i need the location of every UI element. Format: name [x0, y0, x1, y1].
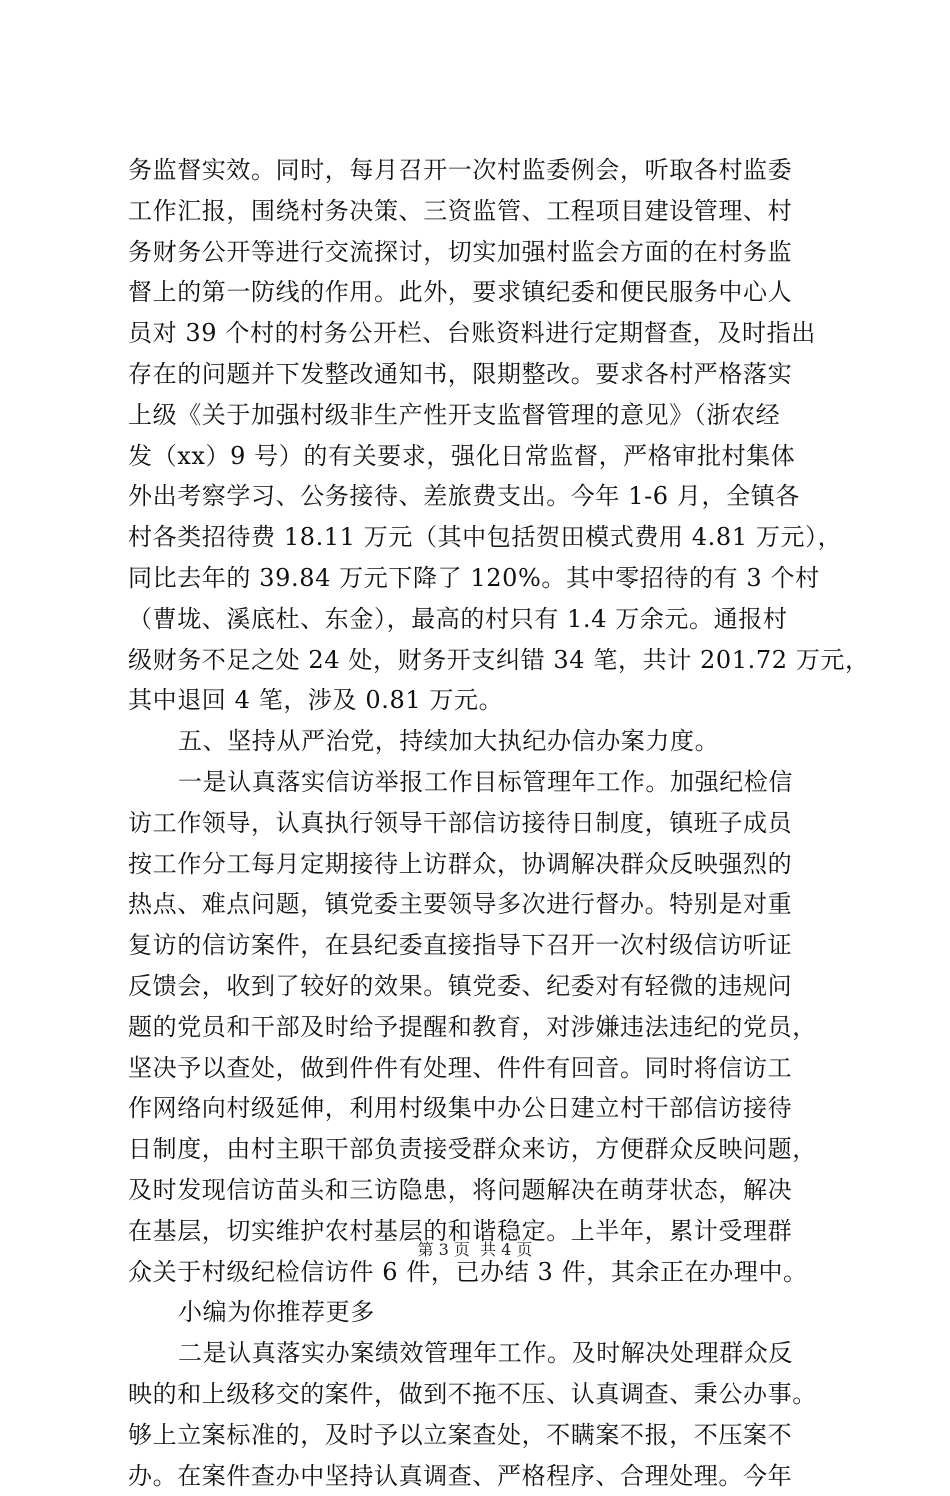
text-line: 热点、难点问题，镇党委主要领导多次进行督办。特别是对重	[128, 884, 834, 925]
text-line: 够上立案标准的，及时予以立案查处，不瞒案不报，不压案不	[128, 1415, 834, 1456]
text-line: （曹垅、溪底杜、东金），最高的村只有 1.4 万余元。通报村	[128, 599, 834, 640]
page-number: 第 3 页 共 4 页	[418, 1240, 533, 1259]
text-line: 反馈会，收到了较好的效果。镇党委、纪委对有轻微的违规问	[128, 966, 834, 1007]
text-line: 及时发现信访苗头和三访隐患，将问题解决在萌芽状态，解决	[128, 1170, 834, 1211]
text-line: 映的和上级移交的案件，做到不拖不压、认真调查、秉公办事。	[128, 1374, 834, 1415]
section-heading: 五、坚持从严治党，持续加大执纪办信办案力度。	[128, 721, 834, 762]
text-line: 督上的第一防线的作用。此外，要求镇纪委和便民服务中心人	[128, 272, 834, 313]
text-line: 外出考察学习、公务接待、差旅费支出。今年 1-6 月，全镇各	[128, 476, 834, 517]
text-line: 访工作领导，认真执行领导干部信访接待日制度，镇班子成员	[128, 803, 834, 844]
recommend-more-link[interactable]: 小编为你推荐更多	[128, 1292, 834, 1333]
text-line: 务财务公开等进行交流探讨，切实加强村监会方面的在村务监	[128, 232, 834, 273]
text-line: 日制度，由村主职干部负责接受群众来访，方便群众反映问题，	[128, 1129, 834, 1170]
text-line: 级财务不足之处 24 处，财务开支纠错 34 笔，共计 201.72 万元，	[128, 640, 834, 681]
text-line: 复访的信访案件，在县纪委直接指导下召开一次村级信访听证	[128, 925, 834, 966]
text-line: 同比去年的 39.84 万元下降了 120%。其中零招待的有 3 个村	[128, 558, 834, 599]
text-line: 办。在案件查办中坚持认真调查、严格程序、合理处理。今年	[128, 1456, 834, 1496]
text-line: 题的党员和干部及时给予提醒和教育，对涉嫌违法违纪的党员，	[128, 1007, 834, 1048]
paragraph-start-line: 一是认真落实信访举报工作目标管理年工作。加强纪检信	[128, 762, 834, 803]
page-footer	[0, 1240, 950, 1260]
text-line: 坚决予以查处，做到件件有处理、件件有回音。同时将信访工	[128, 1048, 834, 1089]
text-line: 按工作分工每月定期接待上访群众，协调解决群众反映强烈的	[128, 844, 834, 885]
text-line: 工作汇报，围绕村务决策、三资监管、工程项目建设管理、村	[128, 191, 834, 232]
text-line: 务监督实效。同时，每月召开一次村监委例会，听取各村监委	[128, 150, 834, 191]
text-line: 发（xx）9 号）的有关要求，强化日常监督，严格审批村集体	[128, 436, 834, 477]
text-line: 存在的问题并下发整改通知书，限期整改。要求各村严格落实	[128, 354, 834, 395]
paragraph-start-line: 二是认真落实办案绩效管理年工作。及时解决处理群众反	[128, 1333, 834, 1374]
text-line: 员对 39 个村的村务公开栏、台账资料进行定期督查，及时指出	[128, 313, 834, 354]
text-line: 众关于村级纪检信访件 6 件，已办结 3 件，其余正在办理中。	[128, 1252, 834, 1293]
text-line: 村各类招待费 18.11 万元（其中包括贺田模式费用 4.81 万元），	[128, 517, 834, 558]
text-line: 作网络向村级延伸，利用村级集中办公日建立村干部信访接待	[128, 1088, 834, 1129]
text-line: 上级《关于加强村级非生产性开支监督管理的意见》（浙农经	[128, 395, 834, 436]
document-body	[128, 150, 834, 1496]
text-line: 其中退回 4 笔，涉及 0.81 万元。	[128, 680, 834, 721]
text-line: 在基层，切实维护农村基层的和谐稳定。上半年，累计受理群	[128, 1211, 834, 1252]
